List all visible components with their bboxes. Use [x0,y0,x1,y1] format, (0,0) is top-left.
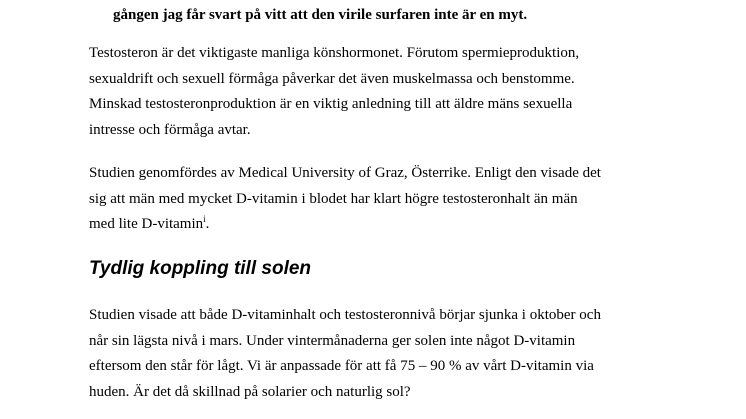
paragraph-sun [89,303,689,405]
section-heading: Tydlig koppling till solen [89,258,312,279]
paragraph-line: sexualdrift och sexuell förmåga påverkar det även muskelmassa och benstomme. [89,70,575,87]
paragraph-line: Minskad testosteronproduktion är en viktig anledning till att äldre mäns sexuella [89,96,573,112]
paragraph-line: Studien visade att både D-vitaminhalt och testosteronnivå börjar sjunka i oktober och [89,307,601,323]
paragraph-line: når sin lägsta nivå i mars. Under vintermånaderna ger solen inte något D-vitamin [89,332,576,349]
paragraph-line: huden. Är det då skillnad på solarier och naturlig sol? [89,383,411,400]
paragraph-line-with-footnote [89,212,689,238]
sentence-end: . [205,216,210,232]
footnote-reference[interactable]: i [203,214,206,224]
paragraph-line: Studien genomfördes av Medical University of Graz, Österrike. Enligt den visade det [89,165,601,181]
paragraph-line: intresse och förmåga avtar. [89,121,251,138]
paragraph-testosterone [89,41,689,143]
paragraph-line: Testosteron är det viktigaste manliga könshormonet. Förutom spermieproduktion, [89,45,580,61]
lead-line: gången jag får svart på vitt att den virile surfaren inte är en myt. [113,7,528,23]
paragraph-line: sig att män med mycket D-vitamin i blodet har klart högre testosteronhalt än män [89,190,578,207]
paragraph-line-text: med lite D-vitamin [89,216,204,232]
paragraph-line: eftersom den står för lågt. Vi är anpassade för att få 75 – 90 % av vårt D-vitamin via [89,358,594,374]
paragraph-study [89,161,689,238]
